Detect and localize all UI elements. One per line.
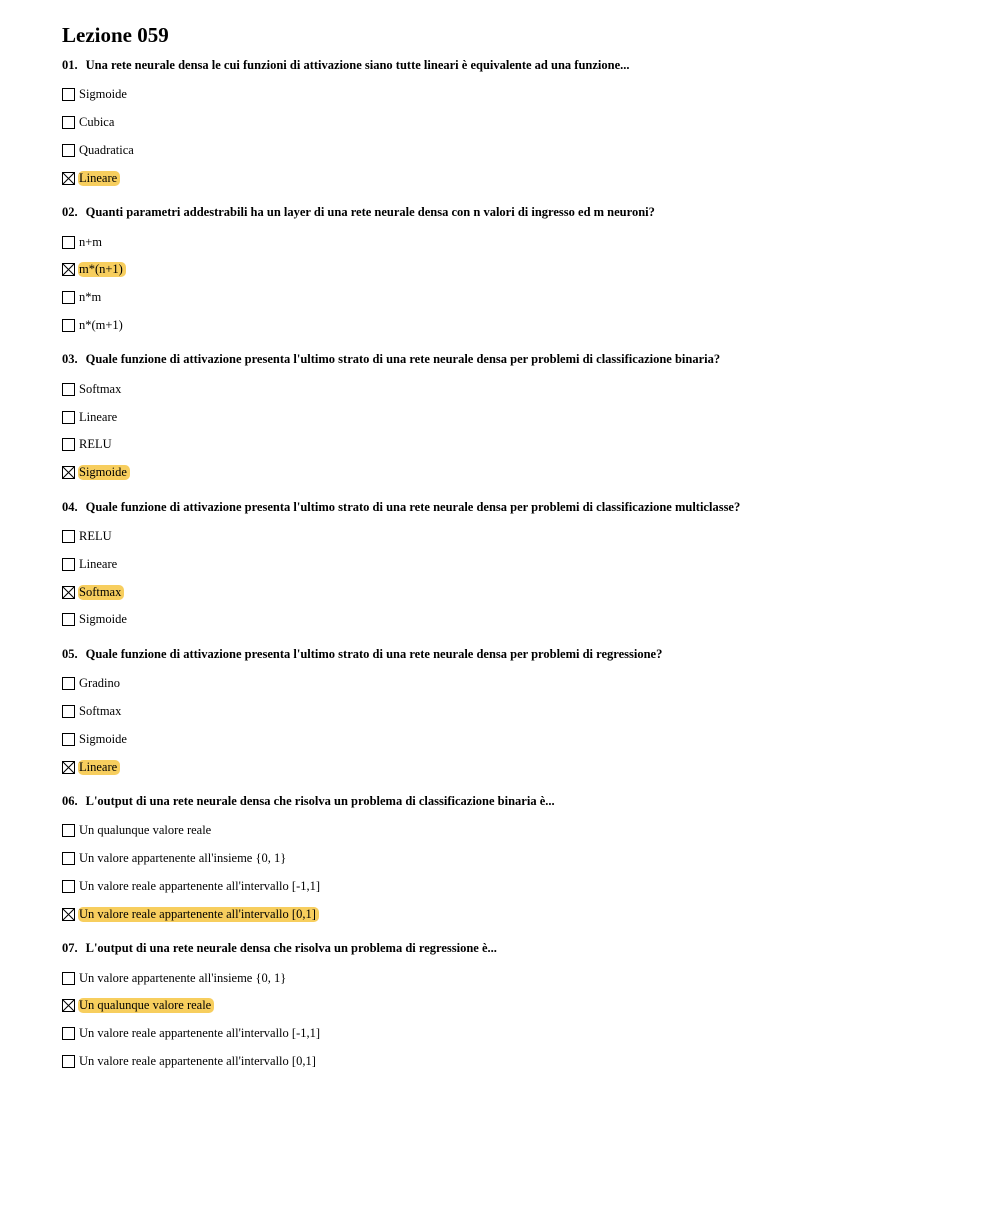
answer-option[interactable]: [62, 431, 962, 459]
question-number: 03.: [62, 352, 78, 367]
cross-mark-icon: [63, 173, 74, 184]
option-label: Un valore reale appartenente all'intervallo [-1,1]: [79, 878, 321, 893]
checkbox-checked[interactable]: [62, 761, 75, 774]
option-label: RELU: [79, 437, 112, 452]
option-label: Softmax: [79, 381, 122, 396]
answer-option[interactable]: [62, 403, 962, 431]
checkbox-unchecked[interactable]: [62, 236, 75, 249]
answer-option[interactable]: [62, 256, 962, 284]
question: [62, 645, 962, 781]
answer-option[interactable]: [62, 109, 962, 137]
lesson-title: Lezione 059: [62, 23, 169, 47]
option-label: n*(m+1): [79, 317, 123, 332]
option-label: Lineare: [79, 409, 118, 424]
option-label: Sigmoide: [79, 731, 127, 746]
question-body: Quale funzione di attivazione presenta l'ultimo strato di una rete neurale densa per problemi di classificazione binaria?: [85, 352, 721, 367]
question-number: 02.: [62, 205, 78, 220]
checkbox-unchecked[interactable]: [62, 1027, 75, 1040]
question-text: [62, 792, 962, 810]
checkbox-unchecked[interactable]: [62, 972, 75, 985]
answer-option[interactable]: [62, 670, 962, 698]
answer-option[interactable]: [62, 845, 962, 873]
answer-option[interactable]: [62, 753, 962, 781]
option-list: [62, 81, 962, 192]
option-label: Un valore appartenente all'insieme {0, 1}: [79, 970, 287, 985]
option-label: Sigmoide: [78, 465, 130, 480]
option-list: [62, 228, 962, 339]
option-label: Lineare: [79, 556, 118, 571]
document-page: [62, 22, 962, 1075]
option-label: Softmax: [79, 703, 122, 718]
question-number: 01.: [62, 58, 78, 72]
checkbox-unchecked[interactable]: [62, 411, 75, 424]
checkbox-unchecked[interactable]: [62, 116, 75, 129]
answer-option[interactable]: [62, 817, 962, 845]
cross-mark-icon: [63, 264, 74, 275]
option-list: [62, 523, 962, 634]
answer-option[interactable]: [62, 1048, 962, 1076]
checkbox-checked[interactable]: [62, 172, 75, 185]
question-text: [62, 350, 962, 368]
checkbox-unchecked[interactable]: [62, 144, 75, 157]
option-label: Un valore reale appartenente all'intervallo [0,1]: [78, 907, 319, 922]
answer-option[interactable]: [62, 228, 962, 256]
option-label: Cubica: [79, 115, 115, 130]
question-text: [62, 498, 962, 516]
option-label: Gradino: [79, 676, 120, 691]
question: [62, 350, 962, 486]
cross-mark-icon: [63, 909, 74, 920]
checkbox-checked[interactable]: [62, 263, 75, 276]
question-list: [62, 56, 962, 1075]
cross-mark-icon: [63, 762, 74, 773]
question-number: 07.: [62, 941, 78, 956]
question-text: [62, 939, 962, 957]
answer-option[interactable]: [62, 137, 962, 165]
checkbox-unchecked[interactable]: [62, 677, 75, 690]
checkbox-checked[interactable]: [62, 466, 75, 479]
answer-option[interactable]: [62, 284, 962, 312]
answer-option[interactable]: [62, 606, 962, 634]
option-label: Quadratica: [79, 142, 134, 157]
option-list: [62, 670, 962, 781]
option-list: [62, 817, 962, 928]
question-body: L'output di una rete neurale densa che risolva un problema di regressione è...: [85, 941, 497, 956]
question-body: Quanti parametri addestrabili ha un layer di una rete neurale densa con n valori di ingresso ed m neuroni?: [85, 205, 655, 220]
option-label: Lineare: [78, 760, 120, 775]
answer-option[interactable]: [62, 992, 962, 1020]
question: [62, 498, 962, 634]
checkbox-unchecked[interactable]: [62, 88, 75, 101]
answer-option[interactable]: [62, 964, 962, 992]
question-number: 06.: [62, 793, 78, 808]
option-label: Un valore reale appartenente all'intervallo [0,1]: [79, 1053, 316, 1068]
option-label: RELU: [79, 528, 112, 543]
answer-option[interactable]: [62, 900, 962, 928]
question-body: Quale funzione di attivazione presenta l'ultimo strato di una rete neurale densa per problemi di classificazione multiclasse?: [85, 499, 741, 514]
checkbox-unchecked[interactable]: [62, 438, 75, 451]
cross-mark-icon: [63, 1000, 74, 1011]
option-label: Un valore reale appartenente all'intervallo [-1,1]: [79, 1026, 321, 1041]
option-label: Un qualunque valore reale: [78, 998, 214, 1013]
question-text: [62, 645, 962, 663]
answer-option[interactable]: [62, 550, 962, 578]
question-text: [62, 56, 962, 74]
checkbox-unchecked[interactable]: [62, 613, 75, 626]
answer-option[interactable]: [62, 1020, 962, 1048]
checkbox-unchecked[interactable]: [62, 383, 75, 396]
question-number: 05.: [62, 646, 78, 661]
checkbox-unchecked[interactable]: [62, 824, 75, 837]
answer-option[interactable]: [62, 523, 962, 551]
checkbox-checked[interactable]: [62, 586, 75, 599]
option-label: Softmax: [78, 585, 124, 600]
checkbox-unchecked[interactable]: [62, 558, 75, 571]
question: [62, 56, 962, 192]
question-body: Una rete neurale densa le cui funzioni di attivazione siano tutte lineari è equivalente ad una funzione...: [85, 58, 630, 72]
checkbox-unchecked[interactable]: [62, 291, 75, 304]
answer-option[interactable]: [62, 164, 962, 192]
option-label: Sigmoide: [79, 87, 127, 102]
question-body: L'output di una rete neurale densa che risolva un problema di classificazione binaria è...: [85, 793, 555, 808]
answer-option[interactable]: [62, 81, 962, 109]
answer-option[interactable]: [62, 375, 962, 403]
question: [62, 792, 962, 928]
cross-mark-icon: [63, 587, 74, 598]
question-body: Quale funzione di attivazione presenta l'ultimo strato di una rete neurale densa per problemi di regressione?: [85, 646, 663, 661]
option-list: [62, 964, 962, 1075]
question: [62, 203, 962, 339]
answer-option[interactable]: [62, 578, 962, 606]
question: [62, 939, 962, 1075]
answer-option[interactable]: [62, 725, 962, 753]
option-list: [62, 375, 962, 486]
checkbox-unchecked[interactable]: [62, 319, 75, 332]
answer-option[interactable]: [62, 698, 962, 726]
option-label: n*m: [79, 290, 102, 305]
question-text: [62, 203, 962, 221]
cross-mark-icon: [63, 467, 74, 478]
checkbox-unchecked[interactable]: [62, 733, 75, 746]
option-label: Lineare: [78, 171, 120, 186]
answer-option[interactable]: [62, 459, 962, 487]
option-label: Sigmoide: [79, 612, 127, 627]
checkbox-checked[interactable]: [62, 999, 75, 1012]
checkbox-unchecked[interactable]: [62, 1055, 75, 1068]
checkbox-unchecked[interactable]: [62, 852, 75, 865]
option-label: n+m: [79, 234, 103, 249]
checkbox-unchecked[interactable]: [62, 880, 75, 893]
answer-option[interactable]: [62, 312, 962, 340]
option-label: Un qualunque valore reale: [79, 823, 212, 838]
option-label: Un valore appartenente all'insieme {0, 1}: [79, 851, 287, 866]
checkbox-unchecked[interactable]: [62, 705, 75, 718]
checkbox-checked[interactable]: [62, 908, 75, 921]
question-number: 04.: [62, 499, 78, 514]
checkbox-unchecked[interactable]: [62, 530, 75, 543]
answer-option[interactable]: [62, 873, 962, 901]
option-label: m*(n+1): [78, 262, 126, 277]
